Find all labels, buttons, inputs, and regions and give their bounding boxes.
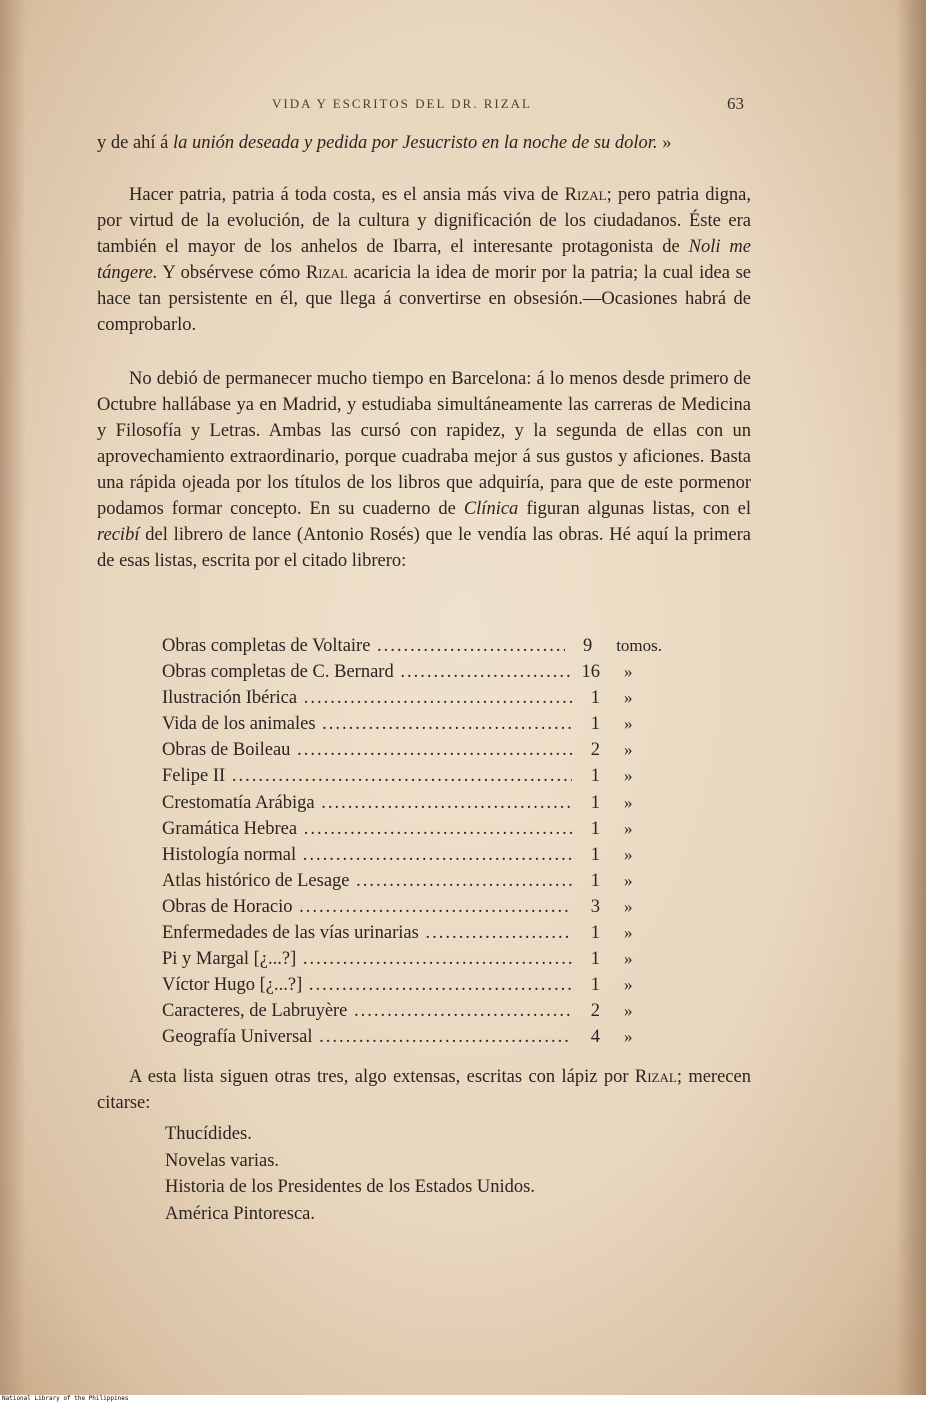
italic-text: Noli me tángere. — [97, 237, 751, 283]
book-list-row — [162, 636, 662, 662]
book-volume-unit: » — [624, 1027, 633, 1047]
book-volume-count: 3 — [590, 896, 600, 917]
book-title: Felipe II ..... — [162, 766, 572, 787]
second-list-item: Historia de los Presidentes de los Estados Unidos. — [165, 1177, 535, 1197]
text-run: Y obsérvese cómo — [157, 263, 306, 283]
book-list-row — [162, 975, 662, 1001]
book-title: Crestomatía Arábiga ..... — [162, 793, 572, 814]
book-volume-unit: » — [624, 870, 633, 890]
text-run: ; merecen citarse: — [97, 1067, 751, 1113]
book-volume-unit: » — [624, 975, 633, 995]
book-volume-unit: » — [624, 818, 633, 838]
book-list-row — [162, 845, 662, 871]
second-list-item: América Pintoresca. — [165, 1203, 315, 1224]
book-volume-count: 1 — [590, 975, 600, 996]
text-run: del librero de lance (Antonio Rosés) que le vendía las obras. Hé aquí la primera de esas listas, escrita por el citado librero: — [97, 525, 751, 571]
book-volume-count: 2 — [590, 1001, 600, 1022]
book-volume-count: 1 — [590, 870, 600, 891]
book-volume-unit: » — [624, 923, 633, 943]
book-volume-count: 1 — [590, 844, 600, 865]
page-edge-shadow-left — [0, 0, 26, 1395]
text-run: figuran algunas listas, con el — [518, 499, 751, 519]
book-list-row — [162, 819, 662, 845]
text-run: ; pero patria digna, por virtud de la evolución, de la cultura y dignificación de los ciudadanos. Éste era también el mayor de los anhelos de Ibarra, el interesante protagonista de — [97, 185, 751, 257]
book-volume-count: 1 — [590, 949, 600, 970]
library-footer: National Library of the Philippines — [0, 1395, 926, 1403]
book-title: Gramática Hebrea ..... — [162, 819, 572, 840]
italic-text: recibí — [97, 525, 140, 545]
book-volume-unit: » — [624, 766, 633, 786]
small-caps-name: Rizal — [305, 263, 348, 283]
page-number: 63 — [727, 94, 744, 113]
book-list-row — [162, 1027, 662, 1053]
book-volume-count: 4 — [590, 1027, 600, 1048]
book-volume-count: 1 — [590, 923, 600, 944]
book-title: Atlas histórico de Lesage ..... — [162, 871, 572, 892]
book-volume-count: 16 — [581, 662, 600, 683]
page-edge-shadow-right — [896, 0, 926, 1395]
book-volume-count: 1 — [590, 688, 600, 709]
book-title: Geografía Universal ..... — [162, 1027, 572, 1048]
book-volume-unit: tomos. — [616, 636, 662, 655]
paragraph-3 — [97, 366, 751, 574]
second-list-item: Novelas varias. — [165, 1150, 280, 1171]
book-title: Obras completas de C. Bernard ..... — [162, 662, 572, 683]
book-volume-count: 9 — [582, 636, 593, 656]
book-title: Enfermedades de las vías urinarias ..... — [162, 923, 572, 944]
running-head: VIDA Y ESCRITOS DEL DR. RIZAL — [272, 96, 532, 111]
book-volume-unit: » — [624, 1001, 633, 1021]
book-list-row — [162, 688, 662, 714]
book-volume-unit: » — [624, 896, 633, 916]
book-volume-count: 2 — [590, 740, 600, 761]
second-list — [165, 1124, 535, 1230]
book-list-row — [162, 871, 662, 897]
book-title: Ilustración Ibérica ..... — [162, 688, 572, 709]
book-list-row — [162, 923, 662, 949]
book-list-row — [162, 740, 662, 766]
book-list-row — [162, 949, 662, 975]
book-list-row — [162, 897, 662, 923]
book-title: Caracteres, de Labruyère ..... — [162, 1001, 572, 1022]
book-volume-unit: » — [624, 662, 633, 682]
book-volume-unit: » — [624, 792, 633, 812]
book-title: Vida de los animales ..... — [162, 714, 572, 735]
book-title: Víctor Hugo [¿...?] ..... — [162, 975, 572, 996]
book-volume-unit: » — [624, 740, 633, 760]
book-volume-count: 1 — [590, 818, 600, 839]
book-volume-count: 1 — [590, 714, 600, 735]
small-caps-name: Rizal — [634, 1067, 677, 1087]
small-caps-name: Rizal — [564, 185, 607, 205]
book-title: Obras de Horacio ..... — [162, 897, 572, 918]
book-volume-unit: » — [624, 714, 633, 734]
paragraph-1 — [97, 130, 751, 156]
book-volume-unit: » — [624, 949, 633, 969]
text-run: acaricia la idea de morir por la patria; la cual idea se hace tan persistente en él, que llega á convertirse en obsesión.—Ocasiones habrá de comprobarlo. — [97, 263, 751, 335]
italic-text: la unión deseada y pedida por Jesucristo en la noche de su dolor. — [173, 133, 658, 153]
text-run: y de ahí á — [97, 133, 174, 153]
book-volume-count: 1 — [590, 792, 600, 813]
second-list-item: Thucídides. — [165, 1124, 252, 1144]
book-list — [162, 636, 662, 1054]
book-title: Obras de Boileau ..... — [162, 740, 572, 761]
italic-text: Clínica — [463, 499, 519, 519]
book-title: Obras completas de Voltaire ..... — [162, 636, 565, 657]
book-volume-count: 1 — [590, 766, 600, 787]
book-title: Histología normal ..... — [162, 845, 572, 866]
text-run: No debió de permanecer mucho tiempo en Barcelona: á lo menos desde primero de Octubre hallábase ya en Madrid, y estudiaba simultáneamente las carreras de Medicina y Filosofía y Letras. Ambas las cursó con rapidez, y la segunda de ellas con un aprovechamiento extraordinario, porque cuadraba mejor á sus gustos y aficiones. Basta una rápida ojeada por los títulos de los libros que adquiría, para que de este pormenor podamos formar concepto. En su cuaderno de — [97, 369, 751, 519]
paragraph-2 — [97, 182, 751, 338]
book-volume-unit: » — [624, 844, 633, 864]
book-list-row — [162, 766, 662, 792]
book-title: Pi y Margal [¿...?] ..... — [162, 949, 572, 970]
paragraph-4 — [97, 1064, 751, 1116]
book-volume-unit: » — [624, 688, 633, 708]
book-list-row — [162, 1001, 662, 1027]
book-list-row — [162, 793, 662, 819]
book-list-row — [162, 662, 662, 688]
text-run: A esta lista siguen otras tres, algo extensas, escritas con lápiz por — [129, 1067, 635, 1087]
book-list-row — [162, 714, 662, 740]
text-run: » — [657, 133, 672, 153]
text-run: Hacer patria, patria á toda costa, es el ansia más viva de — [129, 185, 565, 205]
